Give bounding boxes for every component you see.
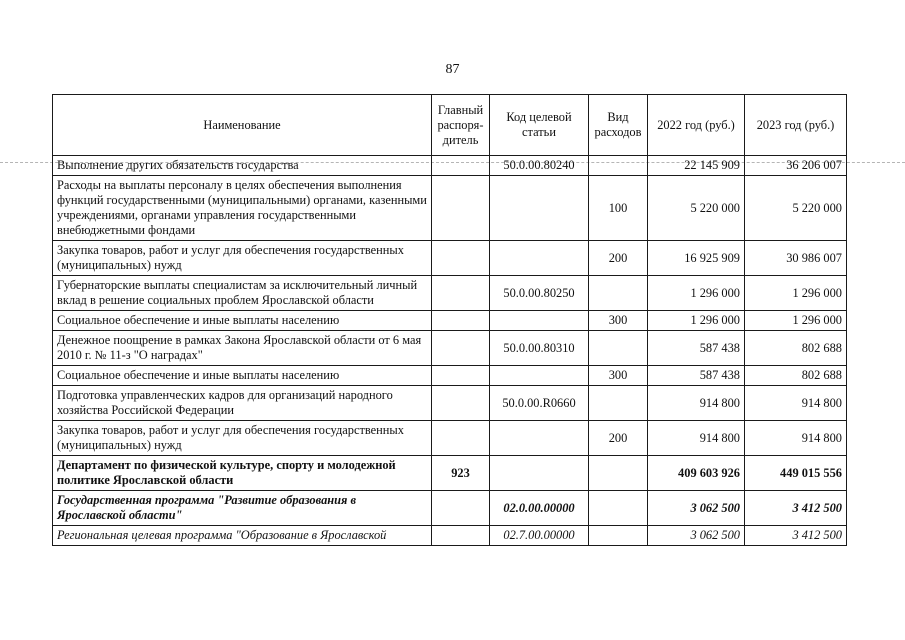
cell-name: Региональная целевая программа "Образование в Ярославской: [53, 526, 432, 546]
cell-code: [490, 421, 589, 456]
cell-glavny: [432, 241, 490, 276]
cell-glavny: [432, 526, 490, 546]
cell-2022: 914 800: [648, 386, 745, 421]
budget-table: [52, 94, 847, 546]
cell-2023: 914 800: [745, 386, 847, 421]
cell-glavny: [432, 311, 490, 331]
cell-vid: 200: [589, 421, 648, 456]
cell-vid: 300: [589, 366, 648, 386]
cell-2022: 3 062 500: [648, 491, 745, 526]
cell-vid: [589, 386, 648, 421]
cell-2023: 802 688: [745, 331, 847, 366]
header-code: Код целевой статьи: [490, 95, 589, 156]
table-row: [53, 366, 847, 386]
header-vid: Вид расходов: [589, 95, 648, 156]
cell-code: [490, 311, 589, 331]
cell-vid: [589, 331, 648, 366]
cell-2022: 3 062 500: [648, 526, 745, 546]
cell-2023: 30 986 007: [745, 241, 847, 276]
cell-name: Государственная программа "Развитие образования в Ярославской области": [53, 491, 432, 526]
cell-code: 50.0.00.R0660: [490, 386, 589, 421]
cell-name: Денежное поощрение в рамках Закона Ярославской области от 6 мая 2010 г. № 11-з "О наградах": [53, 331, 432, 366]
table-row: [53, 156, 847, 176]
header-2022: 2022 год (руб.): [648, 95, 745, 156]
page-number: 87: [445, 62, 460, 77]
cell-2023: 802 688: [745, 366, 847, 386]
cell-code: [490, 366, 589, 386]
cell-code: [490, 456, 589, 491]
cell-vid: 300: [589, 311, 648, 331]
cell-name: Закупка товаров, работ и услуг для обеспечения государственных (муниципальных) нужд: [53, 421, 432, 456]
cell-glavny: [432, 156, 490, 176]
header-2023: 2023 год (руб.): [745, 95, 847, 156]
cell-code: [490, 241, 589, 276]
table-row: [53, 241, 847, 276]
cell-name: Расходы на выплаты персоналу в целях обеспечения выполнения функций государственными (муниципальными) органами, казенными учреждениями, органами управления государственными внебюджетными фондами: [53, 176, 432, 241]
cell-2022: 587 438: [648, 366, 745, 386]
cell-name: Социальное обеспечение и иные выплаты населению: [53, 366, 432, 386]
cell-2022: 1 296 000: [648, 276, 745, 311]
cell-name: Социальное обеспечение и иные выплаты населению: [53, 311, 432, 331]
cell-name: Департамент по физической культуре, спорту и молодежной политике Ярославской области: [53, 456, 432, 491]
cell-vid: [589, 526, 648, 546]
cell-2022: 587 438: [648, 331, 745, 366]
cell-2023: 1 296 000: [745, 311, 847, 331]
cell-name: Выполнение других обязательств государства: [53, 156, 432, 176]
cell-code: 50.0.00.80310: [490, 331, 589, 366]
table-row: [53, 456, 847, 491]
cell-2023: 1 296 000: [745, 276, 847, 311]
cell-2022: 5 220 000: [648, 176, 745, 241]
cell-vid: [589, 156, 648, 176]
cell-2023: 5 220 000: [745, 176, 847, 241]
cell-glavny: [432, 366, 490, 386]
cell-name: Губернаторские выплаты специалистам за исключительный личный вклад в решение социальных проблем Ярославской области: [53, 276, 432, 311]
table-row: [53, 421, 847, 456]
cell-name: Закупка товаров, работ и услуг для обеспечения государственных (муниципальных) нужд: [53, 241, 432, 276]
cell-glavny: [432, 386, 490, 421]
table-row: [53, 491, 847, 526]
cell-2022: 409 603 926: [648, 456, 745, 491]
cell-name: Подготовка управленческих кадров для организаций народного хозяйства Российской Федерации: [53, 386, 432, 421]
table-row: [53, 276, 847, 311]
header-glavny: Главный распоря-дитель: [432, 95, 490, 156]
cell-2023: 3 412 500: [745, 491, 847, 526]
cell-2022: 914 800: [648, 421, 745, 456]
cell-code: 02.0.00.00000: [490, 491, 589, 526]
cell-glavny: [432, 276, 490, 311]
cell-2023: 914 800: [745, 421, 847, 456]
cell-vid: [589, 276, 648, 311]
cell-vid: [589, 456, 648, 491]
cell-2022: 16 925 909: [648, 241, 745, 276]
cell-2023: 36 206 007: [745, 156, 847, 176]
cell-glavny: [432, 176, 490, 241]
cell-code: 50.0.00.80250: [490, 276, 589, 311]
cell-glavny: [432, 331, 490, 366]
cell-vid: [589, 491, 648, 526]
cell-code: [490, 176, 589, 241]
table-row: [53, 176, 847, 241]
table-header-row: [53, 95, 847, 156]
cell-code: 50.0.00.80240: [490, 156, 589, 176]
cell-vid: 200: [589, 241, 648, 276]
cell-vid: 100: [589, 176, 648, 241]
table-row: [53, 386, 847, 421]
cell-2023: 3 412 500: [745, 526, 847, 546]
table-row: [53, 526, 847, 546]
cell-glavny: [432, 491, 490, 526]
table-row: [53, 331, 847, 366]
cell-2022: 22 145 909: [648, 156, 745, 176]
table-row: [53, 311, 847, 331]
cell-code: 02.7.00.00000: [490, 526, 589, 546]
header-name: Наименование: [53, 95, 432, 156]
cell-2023: 449 015 556: [745, 456, 847, 491]
cell-glavny: 923: [432, 456, 490, 491]
cell-2022: 1 296 000: [648, 311, 745, 331]
cell-glavny: [432, 421, 490, 456]
